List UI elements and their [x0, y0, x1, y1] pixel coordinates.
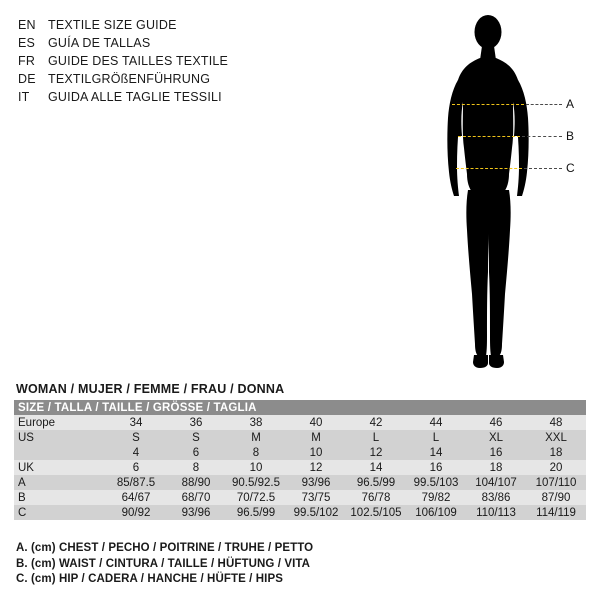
row-value: 46: [466, 415, 526, 430]
measure-line-a-body: [452, 104, 524, 105]
row-value: 12: [346, 445, 406, 460]
table-row: [14, 490, 586, 505]
language-title: TEXTILGRÖßENFÜHRUNG: [48, 72, 211, 86]
row-value: L: [406, 430, 466, 445]
row-value: 20: [526, 460, 586, 475]
row-value: 16: [466, 445, 526, 460]
table-header-cell: SIZE / TALLA / TAILLE / GRÖSSE / TAGLIA: [14, 400, 586, 415]
row-value: 36: [166, 415, 226, 430]
row-value: 106/109: [406, 505, 466, 520]
measure-label-c: C: [566, 161, 575, 175]
row-value: 102.5/105: [346, 505, 406, 520]
table-row: [14, 430, 586, 445]
row-label: UK: [14, 460, 106, 475]
measure-line-b-body: [458, 136, 520, 137]
row-value: 10: [286, 445, 346, 460]
row-value: 88/90: [166, 475, 226, 490]
row-value: 96.5/99: [226, 505, 286, 520]
row-label: C: [14, 505, 106, 520]
row-value: 14: [406, 445, 466, 460]
language-row-es: [18, 34, 318, 52]
row-value: 73/75: [286, 490, 346, 505]
row-value: 104/107: [466, 475, 526, 490]
measure-line-c-extension: [524, 168, 562, 169]
measurement-legend: [16, 541, 576, 588]
row-value: 99.5/102: [286, 505, 346, 520]
row-value: L: [346, 430, 406, 445]
row-value: 93/96: [166, 505, 226, 520]
row-value: M: [286, 430, 346, 445]
row-value: 90/92: [106, 505, 166, 520]
row-value: S: [106, 430, 166, 445]
row-value: 14: [346, 460, 406, 475]
row-value: 10: [226, 460, 286, 475]
table-row: [14, 505, 586, 520]
row-value: 12: [286, 460, 346, 475]
row-value: 6: [106, 460, 166, 475]
row-value: 4: [106, 445, 166, 460]
table-row: [14, 475, 586, 490]
body-figure: [400, 6, 590, 376]
woman-silhouette-icon: [400, 6, 590, 376]
legend-line-c: C. (cm) HIP / CADERA / HANCHE / HÜFTE / HIPS: [16, 573, 284, 585]
row-value: 114/119: [526, 505, 586, 520]
row-value: 34: [106, 415, 166, 430]
legend-line-a: A. (cm) CHEST / PECHO / POITRINE / TRUHE / PETTO: [16, 542, 314, 554]
measure-line-a-extension: [526, 104, 562, 105]
row-value: S: [166, 430, 226, 445]
language-code: IT: [18, 90, 30, 104]
row-value: 70/72.5: [226, 490, 286, 505]
row-label: US: [14, 430, 106, 445]
row-value: 99.5/103: [406, 475, 466, 490]
size-table: [14, 400, 586, 520]
row-value: XL: [466, 430, 526, 445]
language-title: GUIDE DES TAILLES TEXTILE: [48, 54, 229, 68]
row-value: 16: [406, 460, 466, 475]
row-value: 68/70: [166, 490, 226, 505]
row-value: 96.5/99: [346, 475, 406, 490]
row-value: 90.5/92.5: [226, 475, 286, 490]
row-value: 107/110: [526, 475, 586, 490]
legend-line-b: B. (cm) WAIST / CINTURA / TAILLE / HÜFTUNG / VITA: [16, 557, 311, 570]
language-title: TEXTILE SIZE GUIDE: [48, 18, 177, 32]
measure-line-c-body: [456, 168, 522, 169]
row-value: 40: [286, 415, 346, 430]
language-code: FR: [18, 54, 36, 68]
language-title: GUÍA DE TALLAS: [48, 36, 151, 50]
measure-line-b-extension: [522, 136, 562, 137]
language-code: DE: [18, 72, 36, 86]
language-row-en: [18, 16, 318, 34]
row-label: B: [14, 490, 106, 505]
measure-label-b: B: [566, 129, 575, 143]
row-value: 48: [526, 415, 586, 430]
row-value: 85/87.5: [106, 475, 166, 490]
row-label: [14, 445, 106, 460]
language-code: ES: [18, 36, 36, 50]
row-value: M: [226, 430, 286, 445]
table-header-row: [14, 400, 586, 415]
row-value: 6: [166, 445, 226, 460]
row-value: 64/67: [106, 490, 166, 505]
row-value: 8: [166, 460, 226, 475]
language-row-de: [18, 70, 318, 88]
table-row: [14, 460, 586, 475]
row-value: 76/78: [346, 490, 406, 505]
language-row-it: [18, 88, 318, 106]
row-value: 18: [466, 460, 526, 475]
language-list: [18, 16, 318, 106]
row-value: 8: [226, 445, 286, 460]
row-value: 38: [226, 415, 286, 430]
table-row: [14, 445, 586, 460]
language-code: EN: [18, 18, 36, 32]
language-row-fr: [18, 52, 318, 70]
row-value: 79/82: [406, 490, 466, 505]
row-value: 110/113: [466, 505, 526, 520]
row-value: 44: [406, 415, 466, 430]
table-row: [14, 415, 586, 430]
row-label: Europe: [14, 415, 106, 430]
row-value: 42: [346, 415, 406, 430]
row-value: 83/86: [466, 490, 526, 505]
row-value: XXL: [526, 430, 586, 445]
table-caption: WOMAN / MUJER / FEMME / FRAU / DONNA: [16, 382, 285, 396]
row-value: 93/96: [286, 475, 346, 490]
row-label: A: [14, 475, 106, 490]
row-value: 18: [526, 445, 586, 460]
language-title: GUIDA ALLE TAGLIE TESSILI: [48, 90, 222, 104]
row-value: 87/90: [526, 490, 586, 505]
measure-label-a: A: [566, 97, 575, 111]
size-table-area: [14, 382, 586, 520]
